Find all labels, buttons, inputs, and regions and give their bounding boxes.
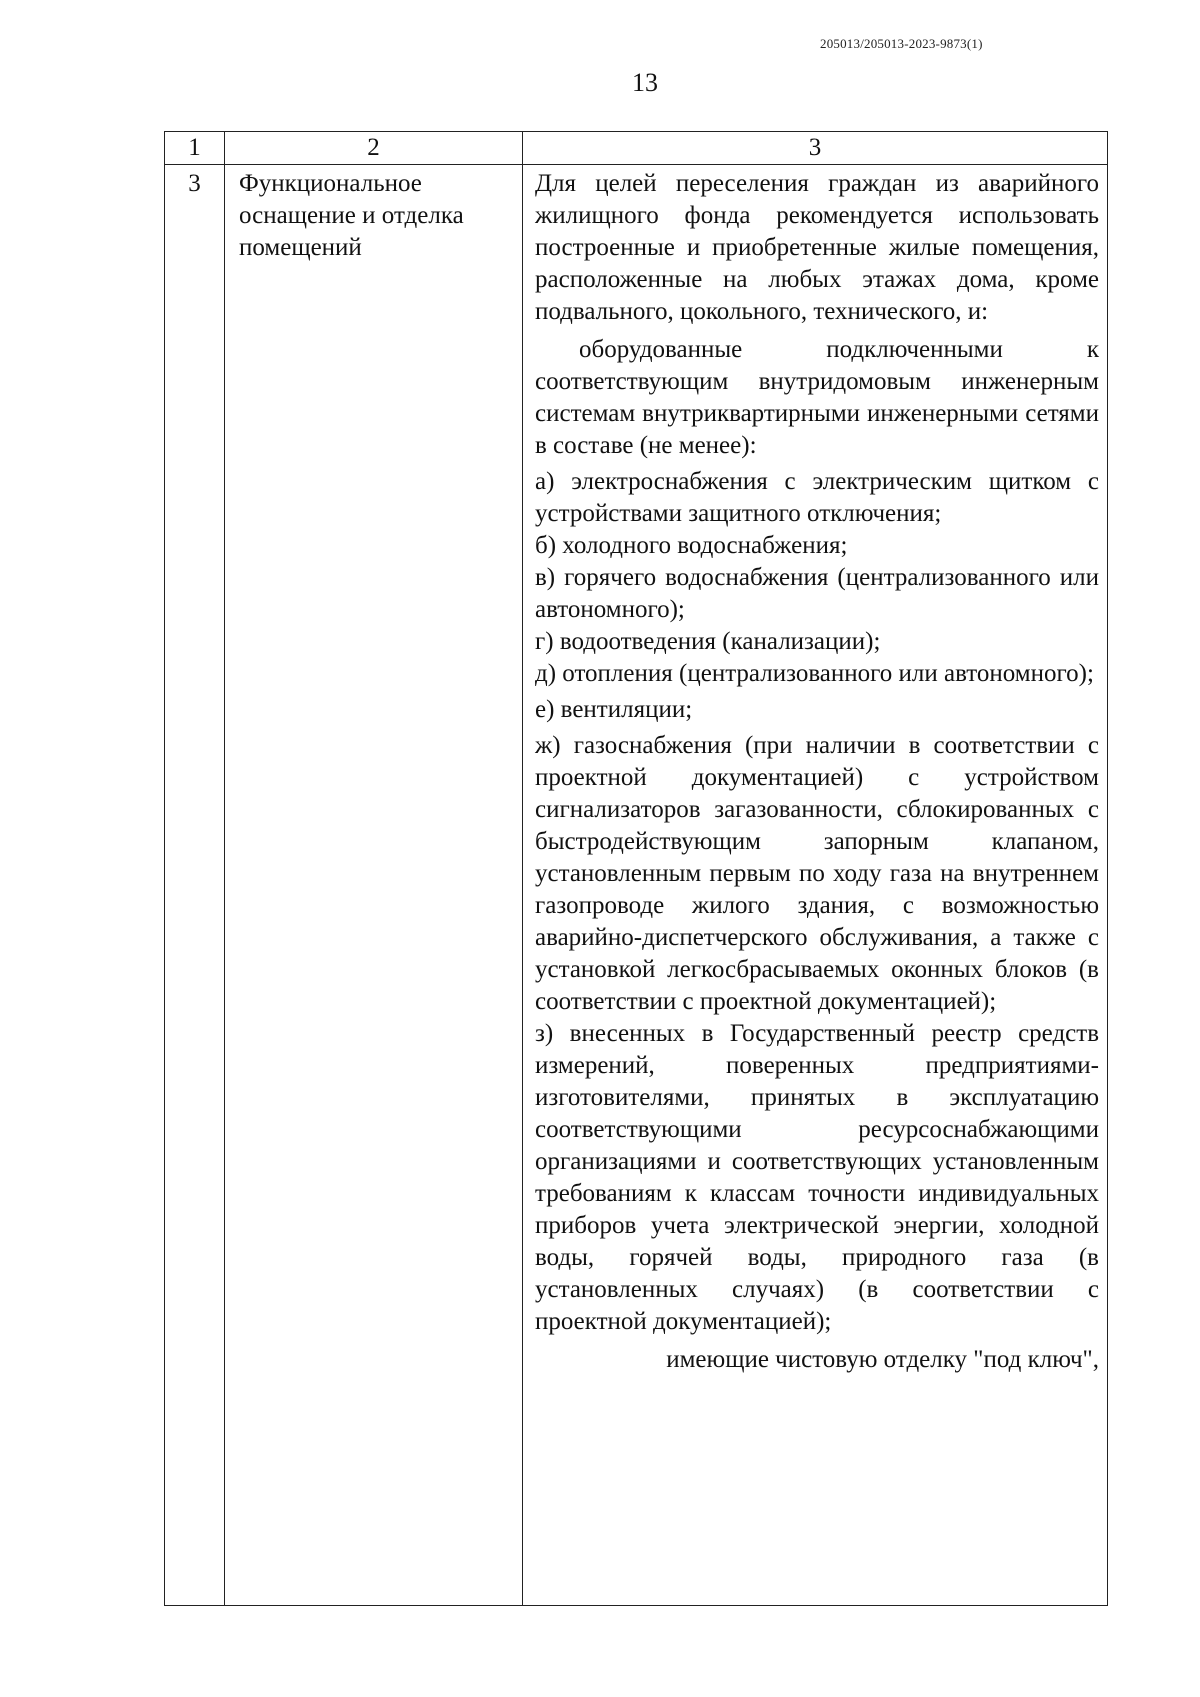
document-id: 205013/205013-2023-9873(1)	[820, 36, 983, 51]
list-item-zh: ж) газоснабжения (при наличии в соответствии с проектной документацией) с устройством сигнализаторов загазованности, сблокированных с быстродействующим запорным клапаном, установленным первым по ходу газа на внутреннем газопроводе жилого здания, с возможностью аварийно-диспетчерского обслуживания, а также с установкой легкосбрасываемых оконных блоков (в соответствии с проектной документацией);	[535, 732, 1099, 1015]
page-number: 13	[632, 68, 658, 97]
list-item-a: а) электроснабжения с электрическим щитком с устройствами защитного отключения;	[535, 468, 1099, 527]
table-header-row	[165, 132, 1108, 165]
column-header-3: 3	[523, 132, 1108, 165]
paragraph-intro: Для целей переселения граждан из аварийного жилищного фонда рекомендуется использовать построенные и приобретенные жилые помещения, расположенные на любых этажах дома, кроме подвального, цокольного, технического, и:	[535, 170, 1099, 325]
list-item-g: г) водоотведения (канализации);	[535, 628, 881, 655]
row-name: Функциональное оснащение и отделка помещений	[225, 165, 523, 1606]
column-header-1: 1	[165, 132, 225, 165]
row-content	[523, 165, 1108, 1606]
list-item-v: в) горячего водоснабжения (централизованного или автономного);	[535, 564, 1099, 623]
paragraph-finish: имеющие чистовую отделку "под ключ",	[666, 1346, 1099, 1373]
list-item-d: д) отопления (централизованного или автономного);	[535, 660, 1094, 687]
paragraph-equipped: оборудованные подключенными к соответствующим внутридомовым инженерным системам внутриквартирными инженерными сетями в составе (не менее):	[535, 336, 1099, 459]
requirements-table	[164, 131, 1108, 1606]
column-header-2: 2	[225, 132, 523, 165]
list-item-z: з) внесенных в Государственный реестр средств измерений, поверенных предприятиями-изготовителями, принятых в эксплуатацию соответствующими ресурсоснабжающими организациями и соответствующих установленным требованиям к классам точности индивидуальных приборов учета электрической энергии, холодной воды, горячей воды, природного газа (в установленных случаях) (в соответствии с проектной документацией);	[535, 1020, 1099, 1335]
list-item-b: б) холодного водоснабжения;	[535, 532, 848, 559]
row-number: 3	[165, 165, 225, 1606]
list-item-e: е) вентиляции;	[535, 696, 693, 723]
table-row	[165, 165, 1108, 1606]
